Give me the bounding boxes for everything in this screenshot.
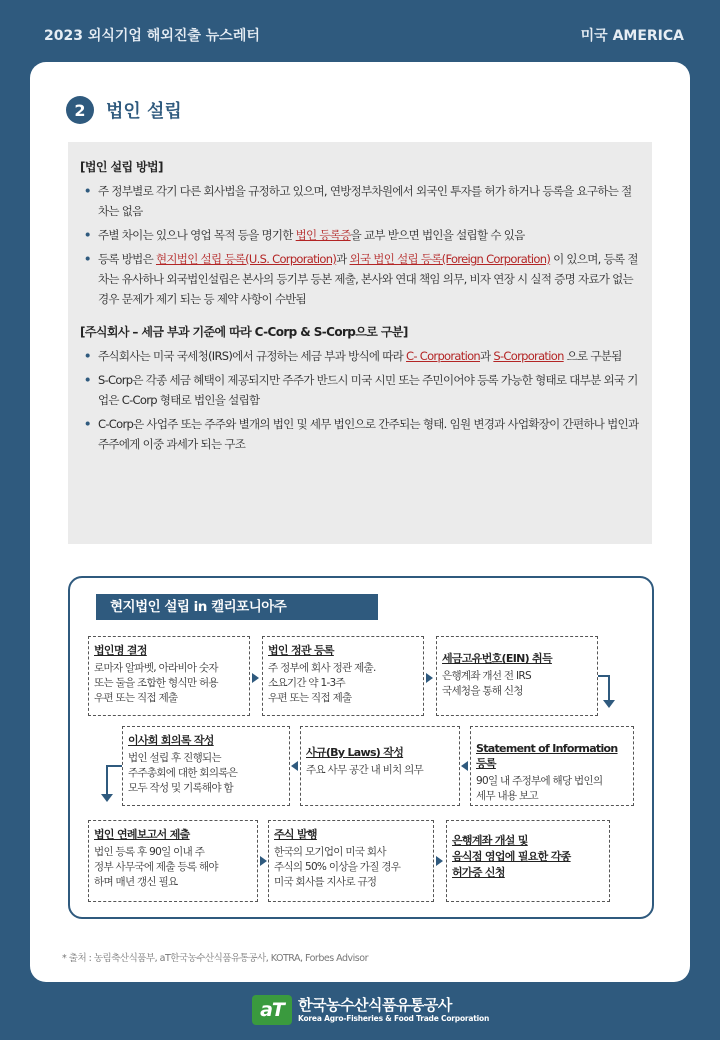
corp-heading: [주식회사 – 세금 부과 기준에 따라 C-Corp & S-Corp으로 구분]	[80, 325, 408, 339]
methods-heading: [법인 설립 방법]	[80, 160, 163, 174]
highlight-text: C- Corporation	[406, 349, 480, 363]
arrow-right-icon	[436, 856, 443, 866]
step-board-minutes: 이사회 회의록 작성 법인 설립 후 진행되는 주주총회에 대한 회의록은 모두 작성 및 기록해야 함	[122, 726, 290, 806]
bullet-icon: •	[84, 373, 91, 387]
process-flow-box	[68, 576, 654, 919]
list-item: • C-Corp은 사업주 또는 주주와 별개의 법인 및 세무 법인으로 간주되는 형태. 임원 변경과 사업확장이 간편하나 법인과 주주에게 이중 과세가 되는 구조	[80, 414, 640, 454]
list-item: • 주별 차이는 있으나 영업 목적 등을 명기한 법인 등록증을 교부 받으면 법인을 설립할 수 있음	[80, 225, 640, 245]
content-card	[30, 62, 690, 982]
region-label: 미국 AMERICA	[580, 28, 684, 44]
highlight-text: 법인 등록증	[295, 228, 351, 242]
organization-logo	[252, 992, 489, 1028]
arrow-right-icon	[252, 673, 259, 683]
corp-list	[80, 346, 640, 454]
summary-box	[68, 142, 652, 544]
section-title: 법인 설립	[106, 101, 182, 122]
bullet-icon: •	[84, 252, 91, 266]
step-bylaws: 사규(By Laws) 작성 주요 사무 공간 내 비치 의무	[300, 726, 460, 806]
arrow-right-icon	[426, 673, 433, 683]
section-number-badge: 2	[66, 96, 94, 124]
bullet-icon: •	[84, 417, 91, 431]
list-item: • 등록 방법은 현지법인 설립 등록(U.S. Corporation)과 외국 법인 설립 등록(Foreign Corporation) 이 있으며, 등록 절차는 유사하나 외국법인설립은 본사의 등기부 등본 제출, 본사와 연대 책임 의무, 비자 연장 시 실적 증명 자료가 없는 경우 문제가 제기 되는 등 제약 사항이 수반됨	[80, 249, 640, 309]
arrow-left-icon	[291, 761, 298, 771]
at-logo-icon: aT	[252, 995, 292, 1025]
arrow-left-icon	[461, 761, 468, 771]
bullet-icon: •	[84, 349, 91, 363]
bullet-icon: •	[84, 184, 91, 198]
highlight-text: 현지법인 설립 등록(U.S. Corporation)	[155, 252, 337, 266]
source-note: * 출처 : 농림축산식품부, aT한국농수산식품유통공사, KOTRA, Forbes Advisor	[62, 953, 368, 964]
arrow-down-icon	[603, 700, 615, 708]
list-item: • 주 정부별로 각기 다른 회사법을 규정하고 있으며, 연방정부차원에서 외국인 투자를 허가 하거나 등록을 요구하는 절차는 없음	[80, 181, 640, 221]
step-annual-report: 법인 연례보고서 제출 법인 등록 후 90일 이내 주 정부 사무국에 제출 등록 해야 하며 매년 갱신 필요	[88, 820, 258, 902]
flow-title: 현지법인 설립 in 캘리포니아주	[96, 594, 378, 620]
highlight-text: 외국 법인 설립 등록(Foreign Corporation)	[349, 252, 551, 266]
arrow-right-icon	[260, 856, 267, 866]
step-articles-registration: 법인 정관 등록 주 정부에 회사 정관 제출. 소요기간 약 1-3주 우편 또는 직접 제출	[262, 636, 424, 716]
newsletter-title: 2023 외식기업 해외진출 뉴스레터	[44, 28, 260, 44]
step-ein: 세금고유번호(EIN) 취득 은행계좌 개선 전 IRS 국세청을 통해 신청	[436, 636, 598, 716]
step-stock-issuance: 주식 발행 한국의 모기업이 미국 회사 주식의 50% 이상을 가질 경우 미국 회사를 지사로 규정	[268, 820, 434, 902]
top-header-bar	[0, 0, 720, 62]
arrow-down-icon	[101, 794, 113, 802]
step-statement-of-information: Statement of Information 등록 90일 내 주정부에 해당 법인의 세무 내용 보고	[470, 726, 634, 806]
methods-list	[80, 181, 640, 309]
bullet-icon: •	[84, 228, 91, 242]
section-heading	[66, 94, 182, 126]
highlight-text: S-Corporation	[493, 349, 564, 363]
list-item: • 주식회사는 미국 국세청(IRS)에서 규정하는 세금 부과 방식에 따라 C- Corporation과 S-Corporation 으로 구분됨	[80, 346, 640, 366]
logo-name-ko: 한국농수산식품유통공사	[298, 995, 452, 1014]
step-bank-and-permits: 은행계좌 개설 및 음식점 영업에 필요한 각종 허가증 신청	[446, 820, 610, 902]
list-item: • S-Corp은 각종 세금 혜택이 제공되지만 주주가 반드시 미국 시민 또는 주민이어야 등록 가능한 형태로 대부분 외국 기업은 C-Corp 형태로 법인을 설립함	[80, 370, 640, 410]
logo-name-en: Korea Agro-Fisheries & Food Trade Corporation	[298, 1013, 490, 1023]
step-company-name: 법인명 결정 로마자 알파벳, 아라비아 숫자 또는 둘을 조합한 형식만 허용 우편 또는 직접 제출	[88, 636, 250, 716]
